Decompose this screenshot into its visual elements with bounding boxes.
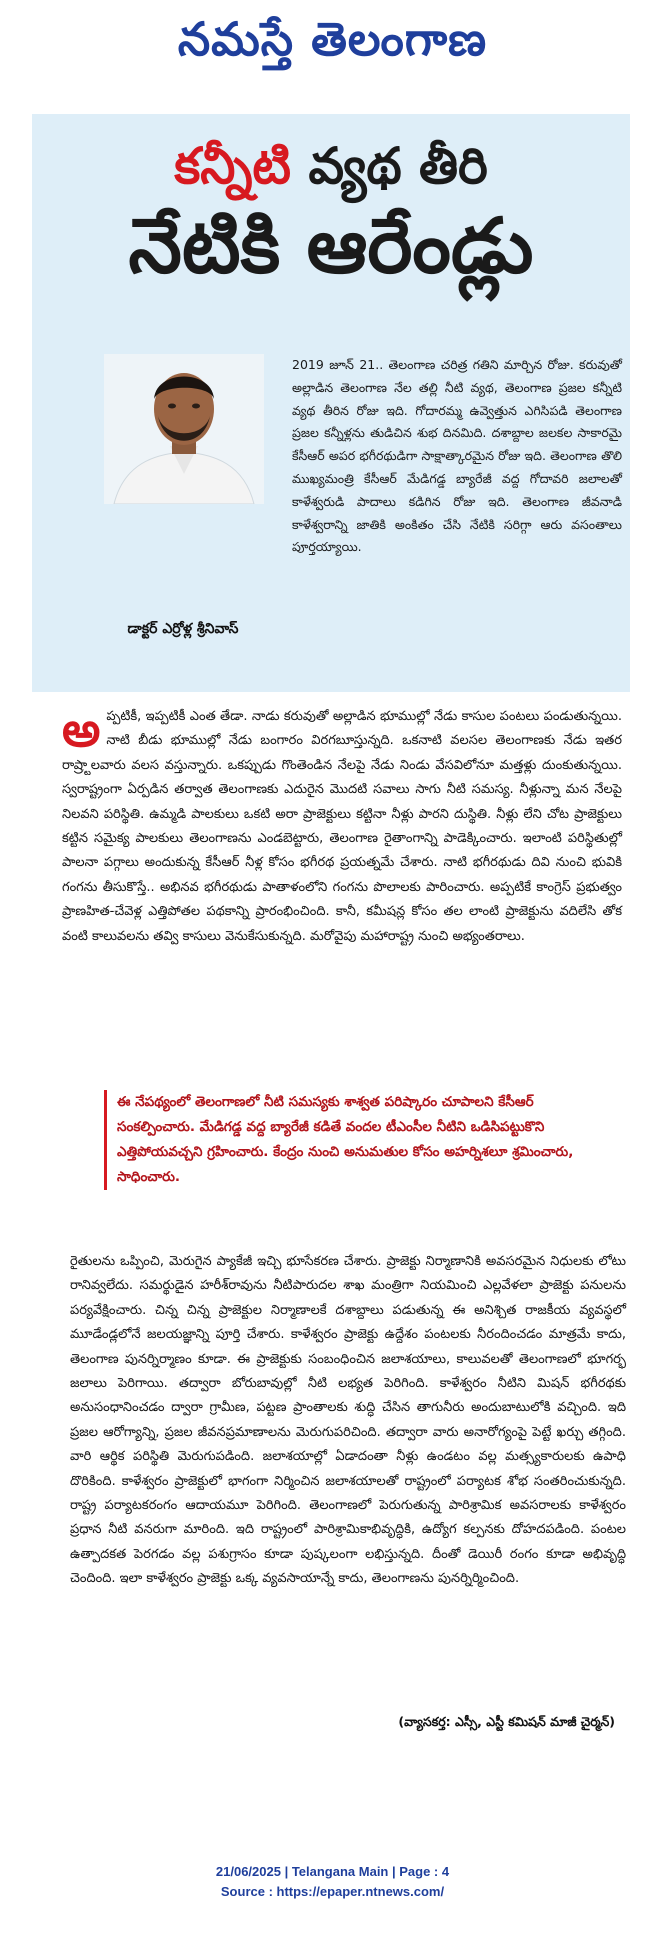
headline-panel [32, 114, 630, 692]
dropcap: అ [62, 702, 101, 758]
footer-source-line: Source : https://epaper.ntnews.com/ [220, 1884, 445, 1899]
masthead [0, 0, 665, 90]
author-byline: డాక్టర్ ఎర్రోళ్ల శ్రీనివాస్ [127, 621, 239, 637]
headline-line1 [32, 134, 630, 198]
pull-quote: ఈ నేపథ్యంలో తెలంగాణలో నీటి సమస్యకు శాశ్వత పరిష్కారం చూపాలని కేసీఆర్ సంకల్పించారు. మేడిగడ్డ వద్ద బ్యారేజీ కడితే వందల టీఎంసీల నీటిని ఒడిసిపట్టుకొని ఎత్తిపోయవచ్చని గ్రహించారు. కేంద్రం నుంచి అనుమతుల కోసం అహర్నిశలూ శ్రమించారు, సాధించారు. [104, 1090, 597, 1190]
headline-line2: నేటికి ఆరేండ్లు [128, 201, 534, 290]
headline-line1-rest: వ్యథ తీరి [291, 137, 488, 195]
headline [32, 134, 630, 294]
article-body-1 [62, 702, 622, 949]
masthead-title: నమస్తే తెలంగాణ [177, 12, 488, 66]
footer [0, 1862, 665, 1902]
author-signature: (వ్యాసకర్త: ఎస్సీ, ఎస్టీ కమిషన్ మాజీ చైర్మన్) [398, 1714, 615, 1729]
author-photo [104, 354, 264, 504]
article-body-2: రైతులను ఒప్పించి, మెరుగైన ప్యాకేజీ ఇచ్చి భూసేకరణ చేశారు. ప్రాజెక్టు నిర్మాణానికి అవసరమైన నిధులకు లోటు రానివ్వలేదు. సమర్థుడైన హరీశ్‌రావును నీటిపారుదల శాఖ మంత్రిగా నియమించి ఎల్లవేళలా ప్రాజెక్టు పనులను పర్యవేక్షించారు. చిన్న చిన్న ప్రాజెక్టుల నిర్మాణాలకే దశాబ్దాలు పడుతున్న ఈ అనిశ్చిత రాజకీయ వ్యవస్థలో మూడేండ్లలోనే జలయజ్ఞాన్ని పూర్తి చేశారు. కాళేశ్వరం ప్రాజెక్టు ఉద్దేశం పంటలకు నీరందించడం మాత్రమే కాదు, తెలంగాణ పునర్నిర్మాణం కూడా. ఈ ప్రాజెక్టుకు సంబంధించిన జలాశయాలు, కాలువలతో తెలంగాణలో భూగర్భ జలాలు పెరిగాయి. తద్వారా బోరుబావుల్లో నీటి లభ్యత పెరిగింది. కాళేశ్వరం నీటిని మిషన్ భగీరథకు అనుసంధానించడం ద్వారా గ్రామీణ, పట్టణ ప్రాంతాలకు శుద్ధి చేసిన తాగునీరు అందుబాటులోకి వచ్చింది. ఇది ప్రజల ఆరోగ్యాన్ని, ప్రజల జీవనప్రమాణాలను మెరుగుపరిచింది. తద్వారా వారు అనారోగ్యంపై పెట్టే ఖర్చు తగ్గింది. వారి ఆర్థిక పరిస్థితి మెరుగుపడింది. జలాశయాల్లో ఏడాదంతా నీళ్లు ఉండటం వల్ల మత్స్యకారులకు ఉపాధి దొరికింది. కాళేశ్వరం ప్రాజెక్టులో భాగంగా నిర్మించిన జలాశయాలతో రాష్ట్రంలో పర్యాటక శోభ సంతరించుకున్నది. రాష్ట్ర పర్యాటకరంగం ఆదాయమూ పెరిగింది. తెలంగాణలో పెరుగుతున్న పారిశ్రామిక అవసరాలకు కాళేశ్వరం ప్రధాన నీటి వనరుగా మారింది. ఇది రాష్ట్రంలో పారిశ్రామికాభివృద్ధికి, ఉద్యోగ కల్పనకు దోహదపడింది. పంటల ఉత్పాదకత పెరగడం వల్ల పశుగ్రాసం కూడా పుష్కలంగా లభిస్తున్నది. దీంతో డెయిరీ రంగం కూడా అభివృద్ధి చెందింది. ఇలా కాళేశ్వరం ప్రాజెక్టు ఒక్క వ్యవసాయాన్నే కాదు, తెలంగాణను పునర్నిర్మించింది. [70, 1254, 626, 1587]
footer-date-line: 21/06/2025 | Telangana Main | Page : 4 [215, 1864, 450, 1879]
intro-paragraph: 2019 జూన్ 21.. తెలంగాణ చరిత్ర గతిని మార్చిన రోజు. కరువుతో అల్లాడిన తెలంగాణ నేల తల్లి నీటి వ్యథ, తెలంగాణ ప్రజల కన్నీటి వ్యథ తీరిన రోజు ఇది. గోదారమ్మ ఉవ్వెత్తున ఎగిసిపడి తెలంగాణ ప్రజల కన్నీళ్లను తుడిచిన శుభ దినమిది. దశాబ్దాల జలకల సాకారమై కేసీఆర్ అపర భగీరథుడిగా సాక్షాత్కారమైన రోజు ఇది. తెలంగాణ తొలి ముఖ్యమంత్రి కేసీఆర్ మేడిగడ్డ బ్యారేజీ వద్ద గోదావరి జలాలతో కాళేశ్వరుడి పాదాలు కడిగిన రోజు ఇది. తెలంగాణ జీవనాడి కాళేశ్వరాన్ని జాతికి అంకితం చేసి నేటికి సరిగ్గా ఆరు వసంతాలు పూర్తయ్యాయి. [292, 357, 622, 555]
headline-red-word: కన్నీటి [174, 137, 292, 195]
article-body-1-text: ప్పటికీ, ఇప్పటికీ ఎంత తేడా. నాడు కరువుతో అల్లాడిన భూముల్లో నేడు కాసుల పంటలు పండుతున్నయి. నాటి బీడు భూముల్లో నేడు బంగారం విరగబూస్తున్నది. ఒకనాటి వలసల తెలంగాణకు నేడు ఇతర రాష్ర్టాలవారు వలస వస్తున్నారు. ఒకప్పుడు గొంతెండిన నేలపై నేడు నిండు వేసవిలోనూ మత్తళ్లు దుంకుతున్నయి. స్వరాష్ట్రంగా ఏర్పడిన తర్వాత తెలంగాణకు ఎదురైన మొదటి సవాలు సాగు నీటి సమస్య. నీళ్లున్నా మన నేలపై నిలవని పరిస్థితి. ఉమ్మడి పాలకులు ఒకటి అరా ప్రాజెక్టులు కట్టినా నీళ్లు పారని దుస్థితి. నీళ్లు లేని చోట ప్రాజెక్టులు కట్టిన సమైక్య పాలకులు తెలంగాణను ఎండబెట్టారు, తెలంగాణ రైతాంగాన్ని పాడెక్కించారు. ఇలాంటి పరిస్థితుల్లో పాలనా పగ్గాలు అందుకున్న కేసీఆర్ నీళ్ల కోసం భగీరథ ప్రయత్నమే చేశారు. నాటి భగీరథుడు దివి నుంచి భువికి గంగను తీసుకొస్తే.. అభినవ భగీరథుడు పాతాళంలోని గంగను పొలాలకు పారించారు. అప్పటికే కాంగ్రెస్ ప్రభుత్వం ప్రాణహిత-చేవెళ్ల ఎత్తిపోతల పథకాన్ని ప్రారంభించింది. కానీ, కమీషన్ల కోసం తల లాంటి ప్రాజెక్టును వదిలేసి తోక వంటి కాలువలను తవ్వి కాసులు వెనుకేసుకున్నది. మరోవైపు మహారాష్ట్ర నుంచి అభ్యంతరాలు. [62, 709, 622, 944]
